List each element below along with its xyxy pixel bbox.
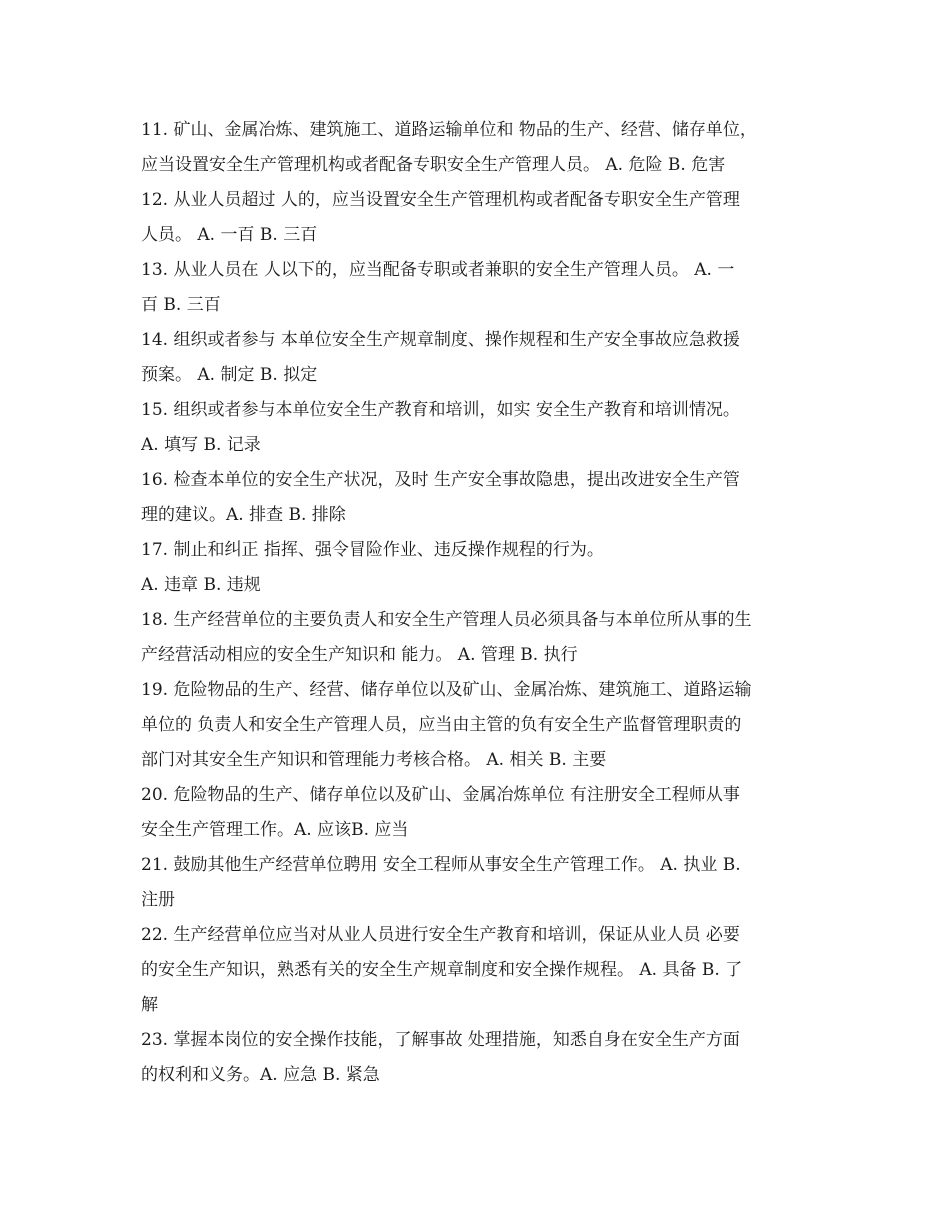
text-line: 19. 危险物品的生产、经营、储存单位以及矿山、金属冶炼、建筑施工、道路运输 <box>141 680 752 700</box>
text-line: 22. 生产经营单位应当对从业人员进行安全生产教育和培训，保证从业人员 必要 <box>141 925 740 945</box>
text-line: 安全生产管理工作。A. 应该B. 应当 <box>141 820 409 840</box>
text-line: 人员。 A. 一百 B. 三百 <box>141 225 318 245</box>
text-line: 14. 组织或者参与 本单位安全生产规章制度、操作规程和生产安全事故应急救援 <box>141 330 740 350</box>
text-line: 理的建议。A. 排查 B. 排除 <box>141 505 346 525</box>
text-line: 的安全生产知识，熟悉有关的安全生产规章制度和安全操作规程。 A. 具备 B. 了 <box>141 960 743 980</box>
text-line: 的权利和义务。A. 应急 B. 紧急 <box>141 1065 380 1085</box>
text-line: 18. 生产经营单位的主要负责人和安全生产管理人员必须具备与本单位所从事的生 <box>141 610 752 630</box>
text-line: 注册 <box>141 890 175 910</box>
text-line: 12. 从业人员超过 人的，应当设置安全生产管理机构或者配备专职安全生产管理 <box>141 190 740 210</box>
text-line: 15. 组织或者参与本单位安全生产教育和培训，如实 安全生产教育和培训情况。 <box>141 400 740 420</box>
text-line: A. 违章 B. 违规 <box>141 575 261 595</box>
text-line: 单位的 负责人和安全生产管理人员，应当由主管的负有安全生产监督管理职责的 <box>141 715 742 735</box>
text-line: 23. 掌握本岗位的安全操作技能，了解事故 处理措施，知悉自身在安全生产方面 <box>141 1030 740 1050</box>
text-line: 应当设置安全生产管理机构或者配备专职安全生产管理人员。 A. 危险 B. 危害 <box>141 155 726 175</box>
text-line: 产经营活动相应的安全生产知识和 能力。 A. 管理 B. 执行 <box>141 645 578 665</box>
text-line: 16. 检查本单位的安全生产状况，及时 生产安全事故隐患，提出改进安全生产管 <box>141 470 740 490</box>
text-line: A. 填写 B. 记录 <box>141 435 261 455</box>
text-line: 11. 矿山、金属冶炼、建筑施工、道路运输单位和 物品的生产、经营、储存单位， <box>141 120 757 140</box>
text-line: 13. 从业人员在 人以下的，应当配备专职或者兼职的安全生产管理人员。 A. 一 <box>141 260 735 280</box>
text-line: 预案。 A. 制定 B. 拟定 <box>141 365 318 385</box>
text-line: 部门对其安全生产知识和管理能力考核合格。 A. 相关 B. 主要 <box>141 750 607 770</box>
text-line: 21. 鼓励其他生产经营单位聘用 安全工程师从事安全生产管理工作。 A. 执业 B. <box>141 855 741 875</box>
text-line: 17. 制止和纠正 指挥、强令冒险作业、违反操作规程的行为。 <box>141 540 604 560</box>
question-text-block <box>141 113 831 1093</box>
text-line: 百 B. 三百 <box>141 295 221 315</box>
text-line: 解 <box>141 995 158 1015</box>
text-line: 20. 危险物品的生产、储存单位以及矿山、金属冶炼单位 有注册安全工程师从事 <box>141 785 740 805</box>
